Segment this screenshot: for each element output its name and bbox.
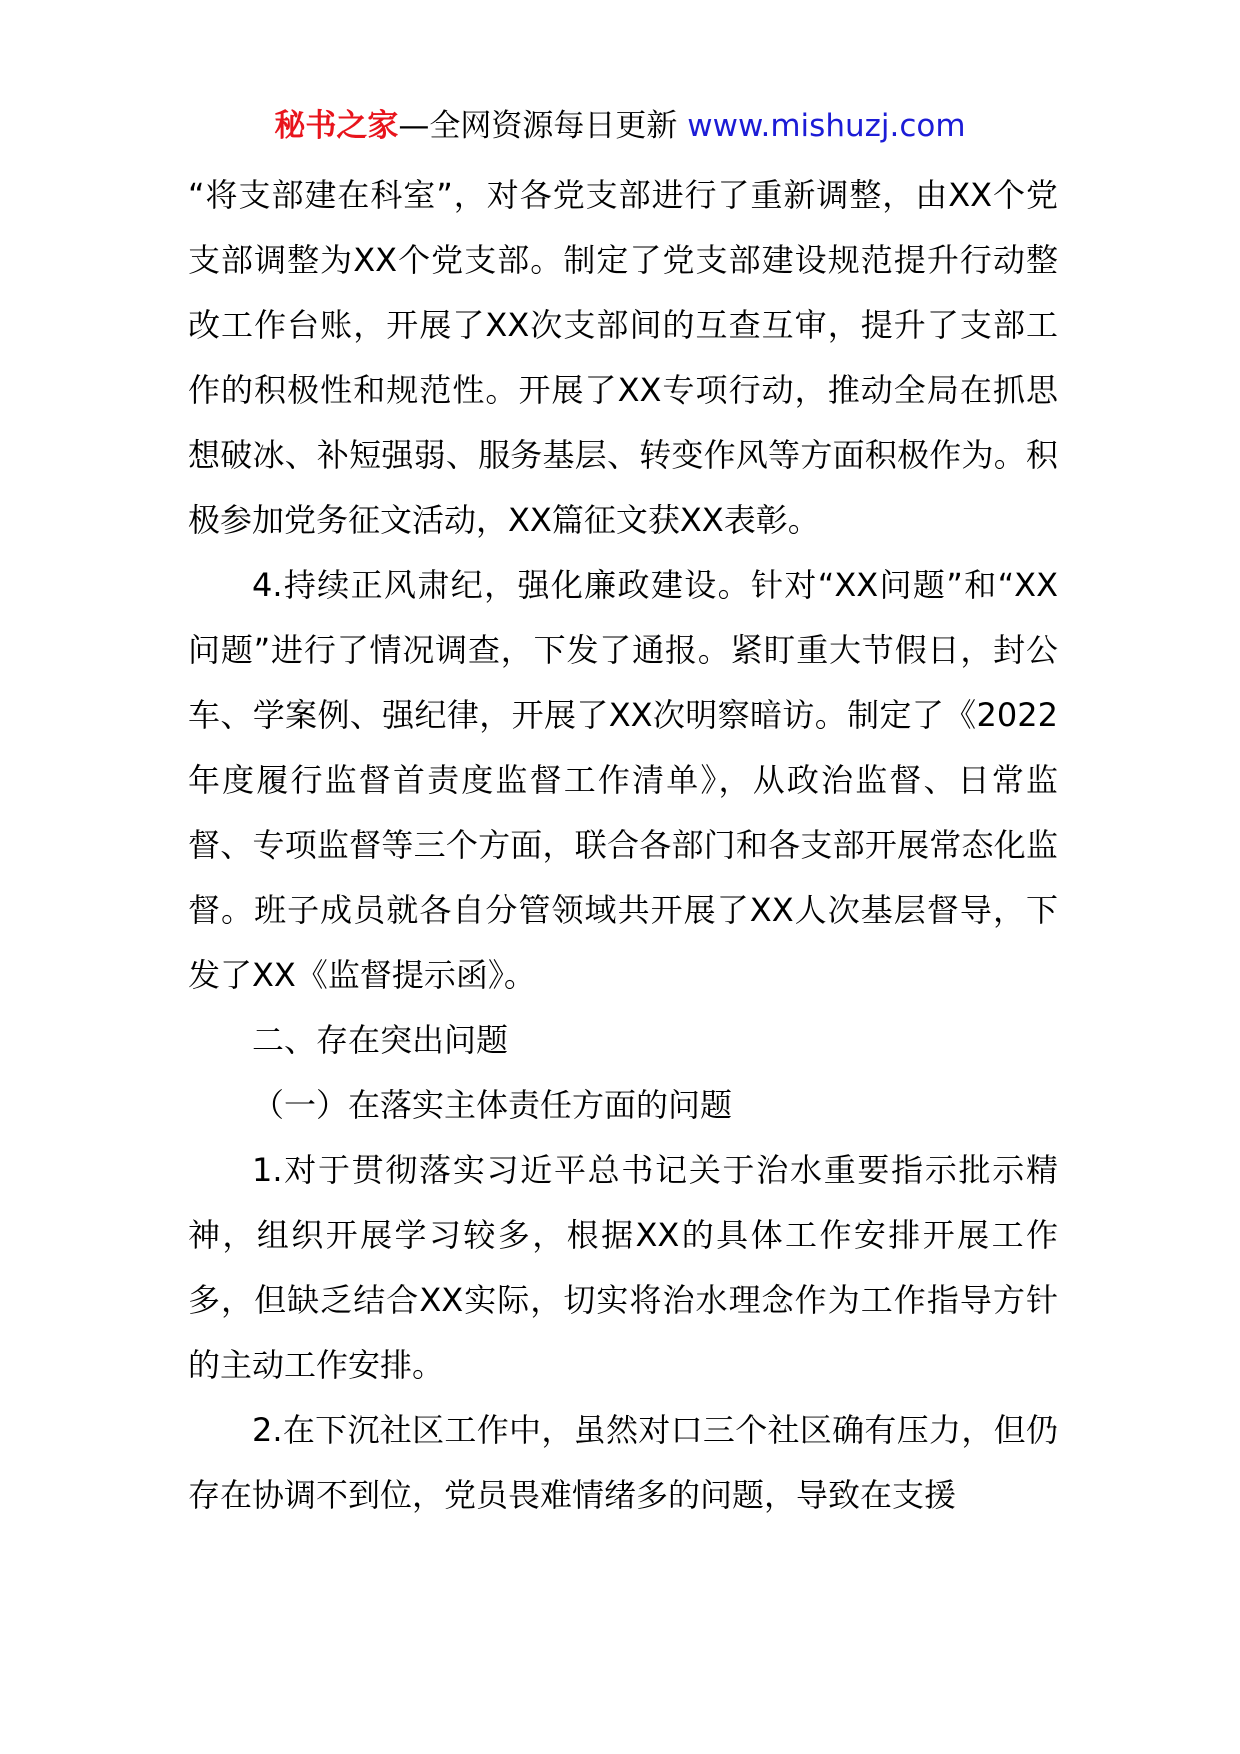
paragraph-continuation: “将支部建在科室”，对各党支部进行了重新调整，由XX个党支部调整为XX个党支部。制定了党支部建设规范提升行动整改工作台账，开展了XX次支部间的互查互审，提升了支部工作的积极性和规范性。开展了XX专项行动，推动全局在抓思想破冰、补短强弱、服务基层、转变作风等方面积极作为。积极参加党务征文活动，XX篇征文获XX表彰。 [188,176,1058,539]
paragraph-issue-1: 1.对于贯彻落实习近平总书记关于治水重要指示批示精神，组织开展学习较多，根据XX的具体工作安排开展工作多，但缺乏结合XX实际，切实将治水理念作为工作指导方针的主动工作安排。 [188,1151,1058,1384]
subsection-heading-1: （一）在落实主体责任方面的问题 [252,1086,733,1124]
header-url-link[interactable]: www.mishuzj.com [687,108,966,144]
section-heading-2: 二、存在突出问题 [252,1021,509,1059]
paragraph-section-4: 4.持续正风肃纪，强化廉政建设。针对“XX问题”和“XX问题”进行了情况调查，下发了通报。紧盯重大节假日，封公车、学案例、强纪律，开展了XX次明察暗访。制定了《2022年度履行监督首责度监督工作清单》，从政治监督、日常监督、专项监督等三个方面，联合各部门和各支部开展常态化监督。班子成员就各自分管领域共开展了XX人次基层督导，下发了XX《监督提示函》。 [188,566,1058,994]
paragraph-issue-2: 2.在下沉社区工作中，虽然对口三个社区确有压力，但仍存在协调不到位，党员畏难情绪多的问题，导致在支援 [188,1411,1058,1514]
document-body [188,163,1058,1528]
page-header [0,104,1240,148]
header-slogan: —全网资源每日更新 [398,108,688,144]
header-brand: 秘书之家 [274,108,399,144]
